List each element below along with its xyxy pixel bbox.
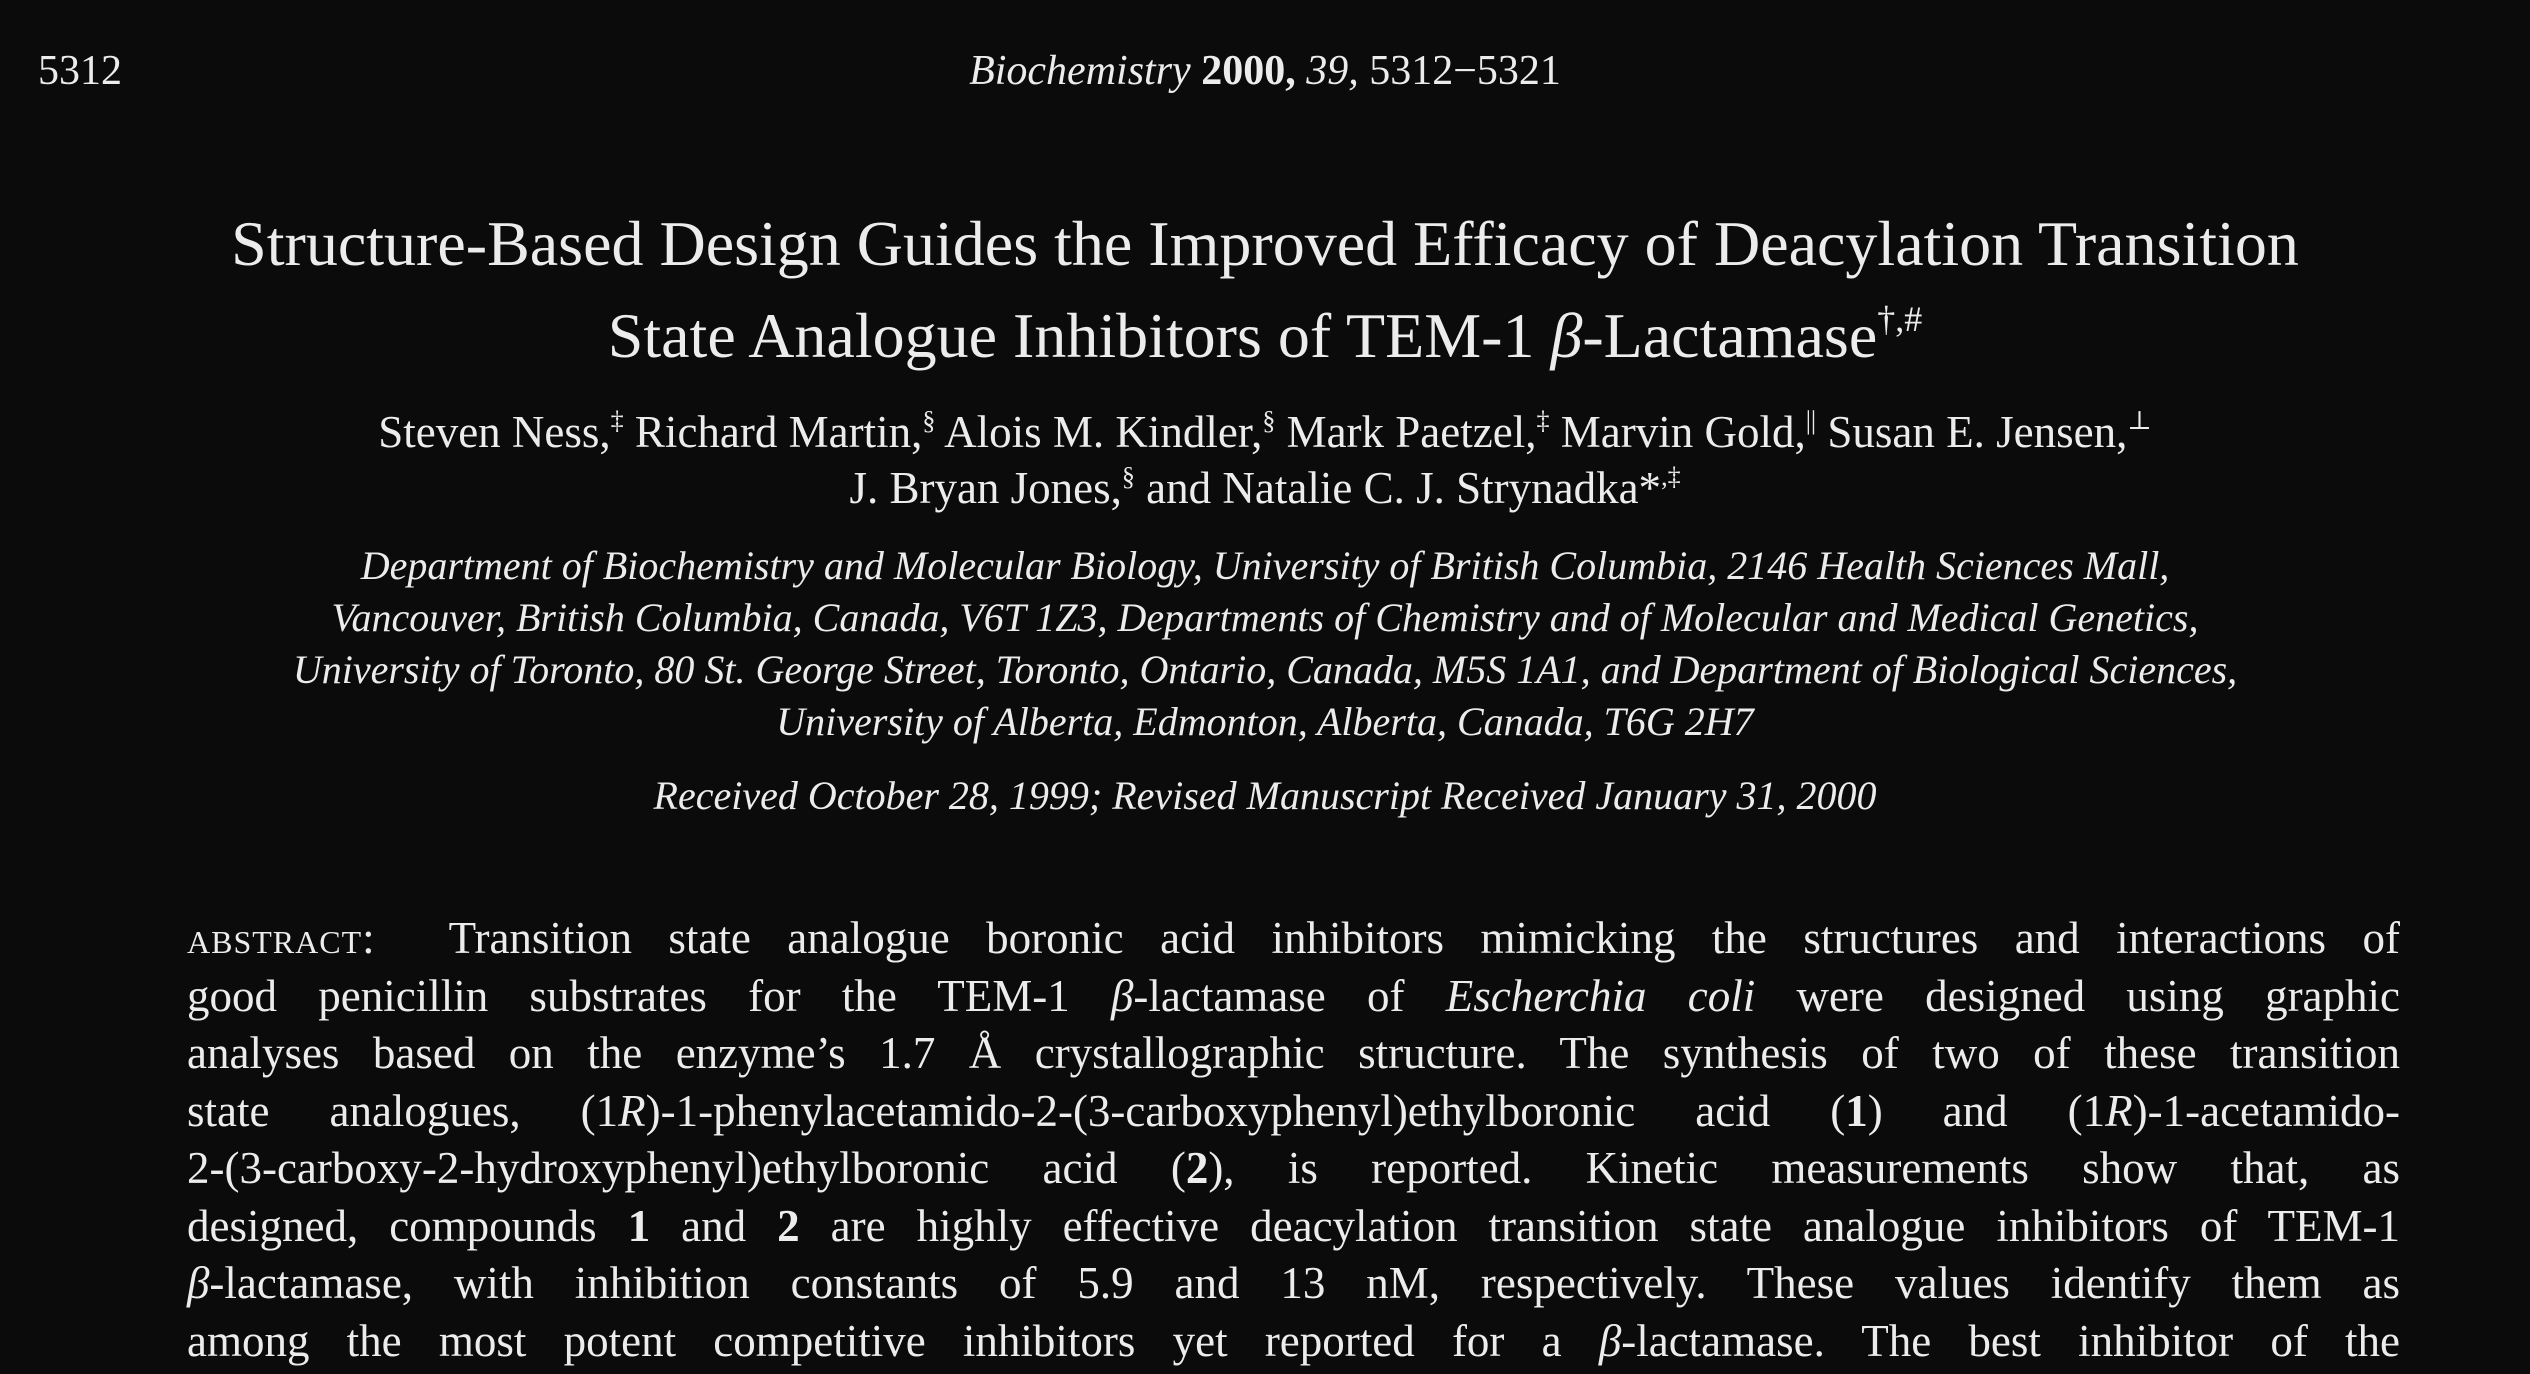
affiliation-block	[60, 540, 2470, 748]
affiliation-line: Vancouver, British Columbia, Canada, V6T 1Z3, Departments of Chemistry and of Molecular and Medical Genetics,	[331, 595, 2199, 640]
abstract-text: state analogues, (1	[187, 1085, 619, 1136]
author-line-1	[60, 404, 2470, 460]
abstract-text: ), is reported. Kinetic measurements show that, as	[1208, 1143, 2400, 1193]
title-line-2-prefix: State Analogue Inhibitors of TEM-1	[607, 300, 1551, 371]
author-mark: ,‡	[1661, 462, 1681, 491]
author-line-2	[60, 460, 2470, 516]
affiliation-line: University of Alberta, Edmonton, Alberta, Canada, T6G 2H7	[776, 699, 1754, 744]
compound-number: 1	[627, 1200, 651, 1251]
affiliation-line: Department of Biochemistry and Molecular Biology, University of British Columbia, 2146 Health Sciences Mall,	[360, 543, 2170, 588]
beta-symbol: β	[1110, 970, 1134, 1021]
received-dates: Received October 28, 1999; Revised Manuscript Received January 31, 2000	[653, 773, 1877, 818]
abstract-text: among the most potent competitive inhibitors yet reported for a	[187, 1315, 1599, 1366]
journal-year: 2000,	[1201, 48, 1296, 94]
species-name: Escherchia coli	[1445, 970, 1756, 1021]
abstract-line	[187, 1140, 2400, 1198]
abstract-line	[187, 1083, 2400, 1141]
abstract-line	[187, 1198, 2400, 1256]
author-mark: §	[922, 406, 936, 435]
abstract-text: 2-(3-carboxy-2-hydroxyphenyl)ethylboronic acid (	[187, 1143, 1186, 1193]
abstract-text: )-1-acetamido-	[2132, 1085, 2400, 1136]
author-name: and Natalie C. J. Strynadka*	[1134, 463, 1662, 513]
abstract-line	[187, 1255, 2400, 1313]
stereo-descriptor: R	[618, 1085, 646, 1136]
title-line-1: Structure-Based Design Guides the Improved Efficacy of Deacylation Transition	[231, 208, 2299, 279]
author-name: J. Bryan Jones,	[849, 463, 1122, 513]
compound-number: 1	[1845, 1085, 1868, 1136]
running-head	[0, 50, 2530, 92]
abstract-line	[187, 1313, 2400, 1371]
abstract-text: Transition state analogue boronic acid inhibitors mimicking the structures and interactions of	[448, 913, 2400, 963]
author-list	[60, 404, 2470, 516]
paper-title	[60, 198, 2470, 382]
title-line-2-suffix: -Lactamase	[1582, 300, 1878, 371]
abstract-line	[187, 968, 2400, 1026]
author-name: Mark Paetzel,	[1275, 407, 1537, 457]
abstract-text: -lactamase of	[1133, 970, 1446, 1021]
title-beta: β	[1550, 300, 1583, 371]
journal-volume: 39,	[1306, 48, 1359, 94]
journal-name: Biochemistry	[969, 48, 1191, 94]
abstract-text: and	[650, 1200, 778, 1251]
abstract-line	[187, 910, 2400, 968]
abstract-label: abstract:	[187, 913, 376, 963]
author-mark: ‡	[1536, 406, 1550, 435]
author-name: Steven Ness,	[378, 407, 611, 457]
abstract	[187, 910, 2400, 1370]
abstract-text: good penicillin substrates for the TEM-1	[187, 970, 1111, 1021]
affiliation-line: University of Toronto, 80 St. George Street, Toronto, Ontario, Canada, M5S 1A1, and Department of Biological Sciences,	[292, 647, 2238, 692]
abstract-text: designed, compounds	[187, 1200, 628, 1251]
author-mark: §	[1262, 406, 1276, 435]
author-name: Marvin Gold,	[1549, 407, 1806, 457]
author-name: Susan E. Jensen,	[1816, 407, 2128, 457]
title-line-2	[60, 290, 2470, 382]
abstract-text: -lactamase. The best inhibitor of the	[1621, 1315, 2400, 1366]
title-footnote-marks: †,#	[1877, 299, 1923, 339]
author-mark: §	[1121, 462, 1135, 491]
abstract-text: ) and (1	[1867, 1085, 2106, 1136]
author-name: Richard Martin,	[623, 407, 923, 457]
stereo-descriptor: R	[2105, 1085, 2133, 1136]
author-mark: ||	[1805, 406, 1817, 435]
author-mark: ⊥	[2127, 406, 2152, 435]
abstract-text: )-1-phenylacetamido-2-(3-carboxyphenyl)ethylboronic acid (	[645, 1085, 1846, 1136]
abstract-text: -lactamase, with inhibition constants of 5.9 and 13 nM, respectively. These values identify them as	[209, 1258, 2400, 1308]
page-number: 5312	[38, 48, 122, 94]
compound-number: 2	[777, 1200, 800, 1251]
compound-number: 2	[1185, 1143, 1209, 1193]
author-name: Alois M. Kindler,	[935, 407, 1263, 457]
author-mark: ‡	[610, 406, 624, 435]
journal-pages: 5312−5321	[1369, 48, 1561, 94]
abstract-text: were designed using graphic	[1755, 970, 2401, 1021]
abstract-line: analyses based on the enzyme’s 1.7 Å crystallographic structure. The synthesis of two of these transition	[187, 1028, 2400, 1078]
abstract-text: are highly effective deacylation transition state analogue inhibitors of TEM-1	[799, 1200, 2400, 1251]
beta-symbol: β	[187, 1258, 210, 1308]
beta-symbol: β	[1598, 1315, 1622, 1366]
